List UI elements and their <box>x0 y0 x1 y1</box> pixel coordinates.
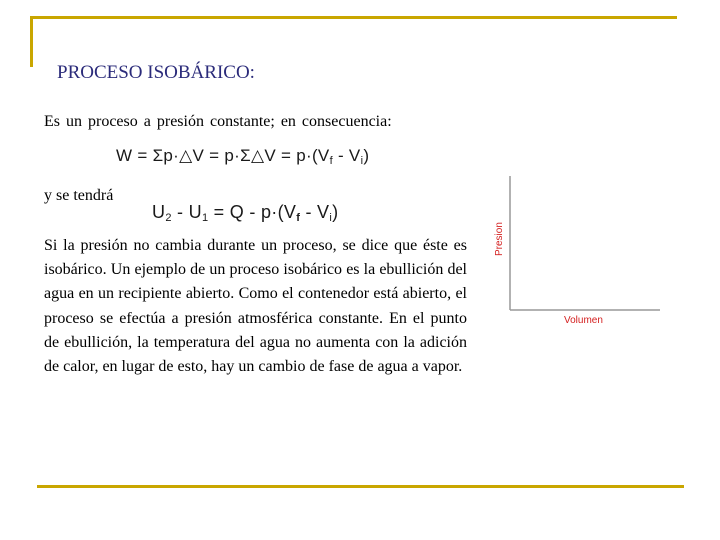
energy-equation-close: ) <box>332 202 339 222</box>
slide-title: PROCESO ISOBÁRICO: <box>57 62 255 83</box>
work-equation-sub-f: f <box>329 155 333 167</box>
bottom-gold-rule <box>37 485 684 488</box>
energy-equation-u: U <box>152 202 166 222</box>
energy-equation <box>152 202 338 224</box>
work-equation-sub-i: i <box>360 155 364 167</box>
energy-equation-sub-i: i <box>329 212 333 224</box>
work-equation-main: W = Σp·△V = p·Σ△V = p·(V <box>116 146 330 165</box>
energy-equation-minus-v: - V <box>300 202 330 222</box>
work-equation <box>116 146 369 167</box>
energy-equation-sub-1: 1 <box>201 212 209 224</box>
work-equation-close: ) <box>363 146 370 165</box>
intro-text: Es un proceso a presión constante; en consecuencia: <box>44 113 392 130</box>
left-gold-rule <box>30 16 33 67</box>
y-axis-label: Presion <box>494 222 505 256</box>
explanation-paragraph: Si la presión no cambia durante un proceso, se dice que éste es isobárico. Un ejemplo de un proceso isobárico es la ebullición del agua en un recipiente abierto. Como el contenedor está abierto, el proceso se efectúa a presión atmosférica constante. En el punto de ebullición, la temperatura del agua no aumenta con la adición de calor, en lugar de esto, hay un cambio de fase de agua a vapor. <box>44 237 467 376</box>
energy-equation-sub-2: 2 <box>165 212 172 224</box>
energy-equation-minus-u: - U <box>171 202 202 222</box>
pv-graph <box>488 170 668 330</box>
x-axis-label: Volumen <box>564 315 603 326</box>
energy-equation-rest: = Q - p·(V <box>208 202 297 222</box>
tendra-text: y se tendrá <box>44 187 114 204</box>
work-equation-minus: - V <box>332 146 361 165</box>
top-gold-rule <box>30 16 677 19</box>
energy-equation-sub-f: f <box>296 212 301 224</box>
